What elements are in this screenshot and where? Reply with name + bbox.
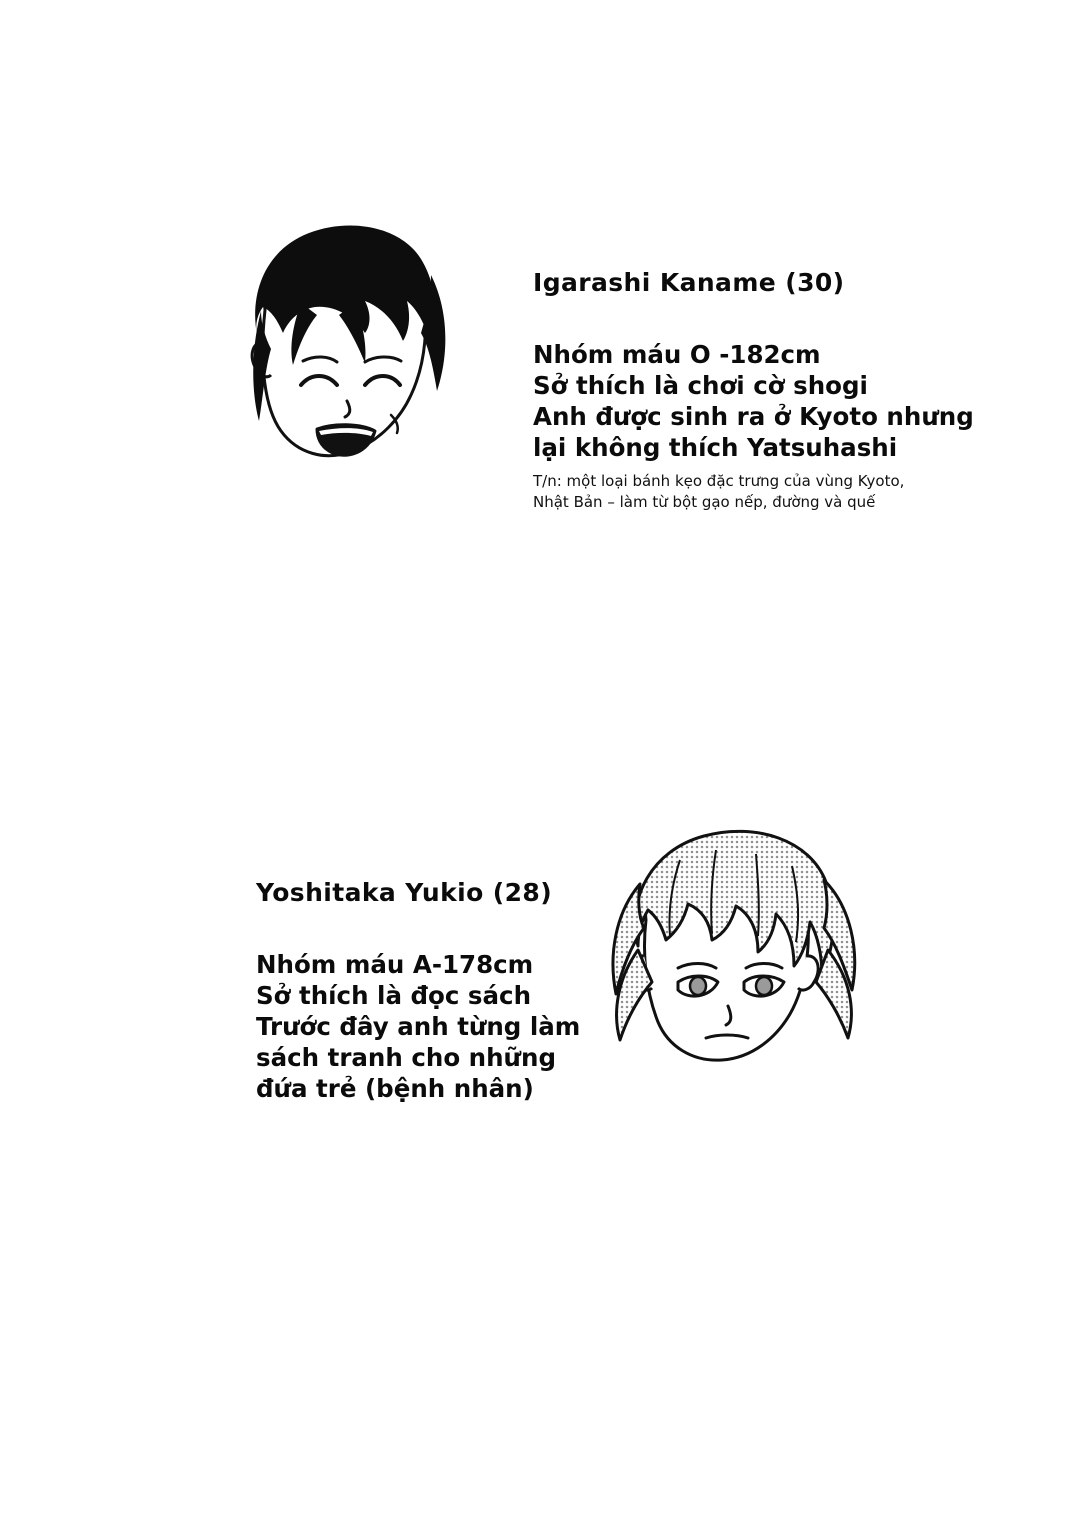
note-line: T/n: một loại bánh kẹo đặc trưng của vùng Kyoto, xyxy=(533,472,905,490)
detail-line: Sở thích là chơi cờ shogi xyxy=(533,371,868,400)
detail-line: lại không thích Yatsuhashi xyxy=(533,433,898,462)
translator-note-kaname xyxy=(533,471,1033,513)
detail-line: Anh được sinh ra ở Kyoto nhưng xyxy=(533,402,974,431)
detail-line: đứa trẻ (bệnh nhân) xyxy=(256,1074,534,1103)
character-name-kaname: Igarashi Kaname (30) xyxy=(533,268,845,297)
portrait-kaname xyxy=(205,215,475,495)
character-details-kaname xyxy=(533,339,1033,463)
character-block-yukio xyxy=(0,800,1080,1280)
detail-line: sách tranh cho những xyxy=(256,1043,556,1072)
portrait-yukio xyxy=(560,810,870,1110)
character-info-kaname xyxy=(533,268,1033,513)
character-block-kaname xyxy=(0,0,1080,560)
detail-line: Nhóm máu O -182cm xyxy=(533,340,821,369)
note-line: Nhật Bản – làm từ bột gạo nếp, đường và quế xyxy=(533,493,876,511)
detail-line: Trước đây anh từng làm xyxy=(256,1012,581,1041)
character-name-yukio: Yoshitaka Yukio (28) xyxy=(256,878,553,907)
detail-line: Nhóm máu A-178cm xyxy=(256,950,534,979)
detail-line: Sở thích là đọc sách xyxy=(256,981,532,1010)
